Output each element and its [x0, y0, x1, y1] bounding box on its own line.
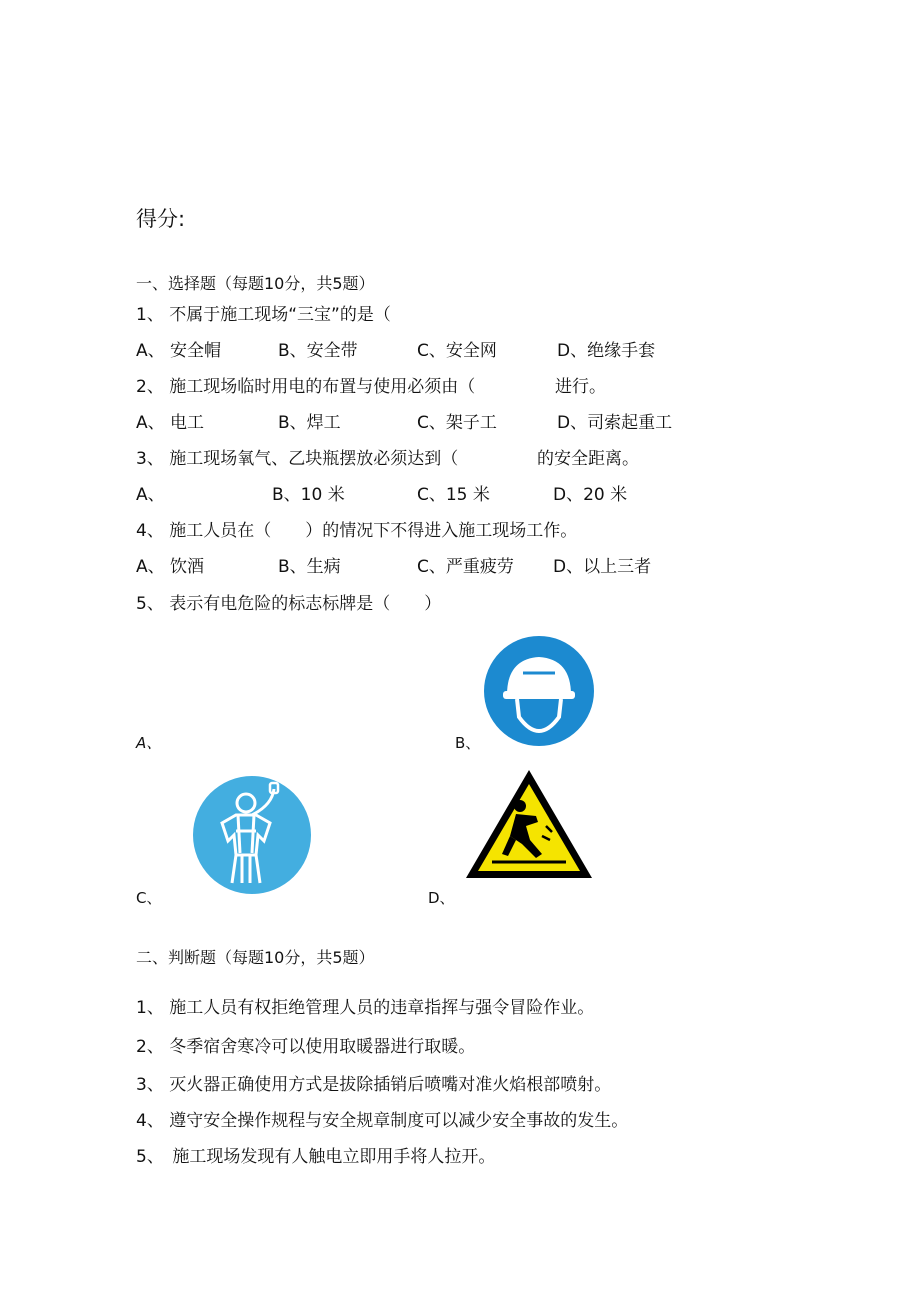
q3-option-d: D、20 米 — [553, 485, 628, 505]
q3-stem: 3、 施工现场氧气、乙块瓶摆放必须达到（ — [136, 449, 459, 469]
q5-option-c: C、 — [136, 889, 162, 907]
q1-option-d: D、绝缘手套 — [557, 341, 656, 361]
q1-option-b: B、安全带 — [278, 341, 358, 361]
q5-option-b: B、 — [455, 734, 481, 752]
q3-option-a: A、 — [136, 485, 165, 505]
q5-option-d: D、 — [428, 889, 455, 907]
section2-title: 二、判断题（每题10分，共5题） — [136, 948, 375, 967]
q4-option-d: D、以上三者 — [553, 557, 652, 577]
q3-option-c: C、15 米 — [417, 485, 490, 505]
q1-stem: 1、 不属于施工现场“三宝”的是（ — [136, 305, 391, 325]
q5-stem: 5、 表示有电危险的标志标牌是（ ） — [136, 594, 442, 614]
q5-option-a: A、 — [136, 734, 162, 752]
score-label: 得分: — [136, 207, 186, 231]
q1-option-a: A、 安全帽 — [136, 341, 222, 361]
q2-option-b: B、焊工 — [278, 413, 341, 433]
slip-warning-sign-icon — [462, 766, 596, 882]
q3-option-b: B、10 米 — [272, 485, 345, 505]
q2-option-a: A、 电工 — [136, 413, 205, 433]
q1-option-c: C、安全网 — [417, 341, 497, 361]
judge-item-4: 4、 遵守安全操作规程与安全规章制度可以减少安全事故的发生。 — [136, 1111, 629, 1131]
q2-stem-end: 进行。 — [555, 377, 606, 397]
judge-item-1: 1、 施工人员有权拒绝管理人员的违章指挥与强令冒险作业。 — [136, 998, 595, 1018]
q4-option-c: C、严重疲劳 — [417, 557, 514, 577]
q2-option-d: D、司索起重工 — [557, 413, 673, 433]
harness-sign-icon — [192, 775, 312, 895]
judge-item-3: 3、 灭火器正确使用方式是拔除插销后喷嘴对准火焰根部喷射。 — [136, 1075, 612, 1095]
judge-item-5: 5、 施工现场发现有人触电立即用手将人拉开。 — [136, 1147, 496, 1167]
q2-stem: 2、 施工现场临时用电的布置与使用必须由（ — [136, 377, 476, 397]
q2-option-c: C、架子工 — [417, 413, 497, 433]
q4-option-a: A、 饮酒 — [136, 557, 205, 577]
q3-stem-end: 的安全距离。 — [537, 449, 639, 469]
judge-item-2: 2、 冬季宿舍寒冷可以使用取暖器进行取暖。 — [136, 1037, 476, 1057]
q4-option-b: B、生病 — [278, 557, 341, 577]
q4-stem: 4、 施工人员在（ ）的情况下不得进入施工现场工作。 — [136, 521, 578, 541]
helmet-sign-icon — [483, 635, 595, 747]
section1-title: 一、选择题（每题10分，共5题） — [136, 274, 375, 293]
